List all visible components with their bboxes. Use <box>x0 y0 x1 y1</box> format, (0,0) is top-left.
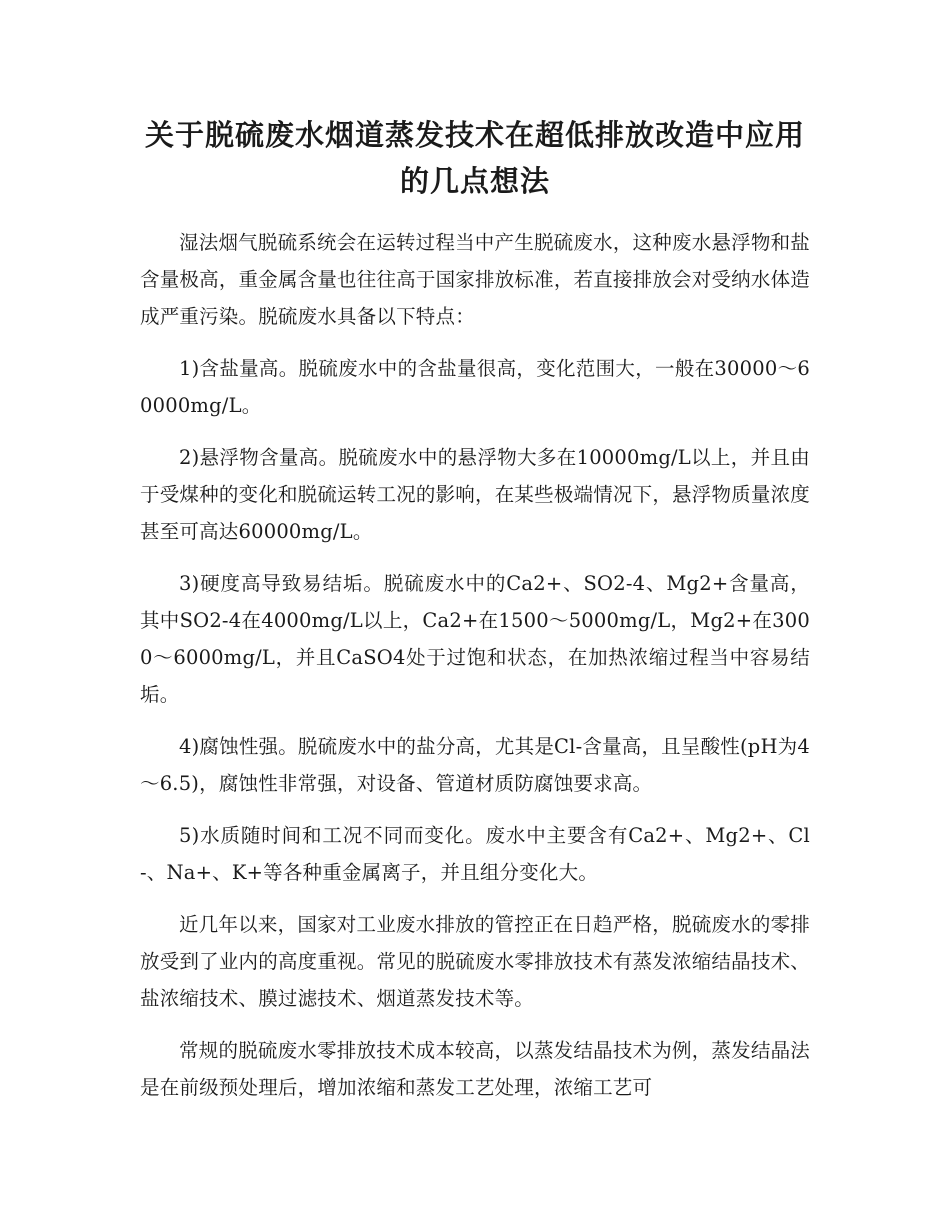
paragraph-feature-1: 1)含盐量高。脱硫废水中的含盐量很高，变化范围大，一般在30000～60000mg/L。 <box>140 357 810 417</box>
paragraph-zero-discharge: 近几年以来，国家对工业废水排放的管控正在日趋严格，脱硫废水的零排放受到了业内的高度重视。常见的脱硫废水零排放技术有蒸发浓缩结晶技术、盐浓缩技术、膜过滤技术、烟道蒸发技术等。 <box>140 913 810 1010</box>
paragraph-feature-2: 2)悬浮物含量高。脱硫废水中的悬浮物大多在10000mg/L以上，并且由于受煤种的变化和脱硫运转工况的影响，在某些极端情况下，悬浮物质量浓度甚至可高达60000mg/L。 <box>140 446 810 543</box>
document-body <box>140 224 810 1106</box>
paragraph-feature-3: 3)硬度高导致易结垢。脱硫废水中的Ca2+、SO2-4、Mg2+含量高，其中SO2-4在4000mg/L以上，Ca2+在1500～5000mg/L，Mg2+在3000～6000mg/L，并且CaSO4处于过饱和状态，在加热浓缩过程当中容易结垢。 <box>140 572 810 706</box>
document-title: 关于脱硫废水烟道蒸发技术在超低排放改造中应用的几点想法 <box>144 118 805 198</box>
paragraph-feature-4: 4)腐蚀性强。脱硫废水中的盐分高，尤其是Cl-含量高，且呈酸性(pH为4～6.5)，腐蚀性非常强，对设备、管道材质防腐蚀要求高。 <box>140 735 810 795</box>
paragraph-intro: 湿法烟气脱硫系统会在运转过程当中产生脱硫废水，这种废水悬浮物和盐含量极高，重金属含量也往往高于国家排放标准，若直接排放会对受纳水体造成严重污染。脱硫废水具备以下特点： <box>140 231 810 328</box>
paragraph-cost: 常规的脱硫废水零排放技术成本较高，以蒸发结晶技术为例，蒸发结晶法是在前级预处理后，增加浓缩和蒸发工艺处理，浓缩工艺可 <box>140 1039 810 1099</box>
document-page <box>140 112 810 1121</box>
paragraph-feature-5: 5)水质随时间和工况不同而变化。废水中主要含有Ca2+、Mg2+、Cl-、Na+、K+等各种重金属离子，并且组分变化大。 <box>140 824 810 884</box>
